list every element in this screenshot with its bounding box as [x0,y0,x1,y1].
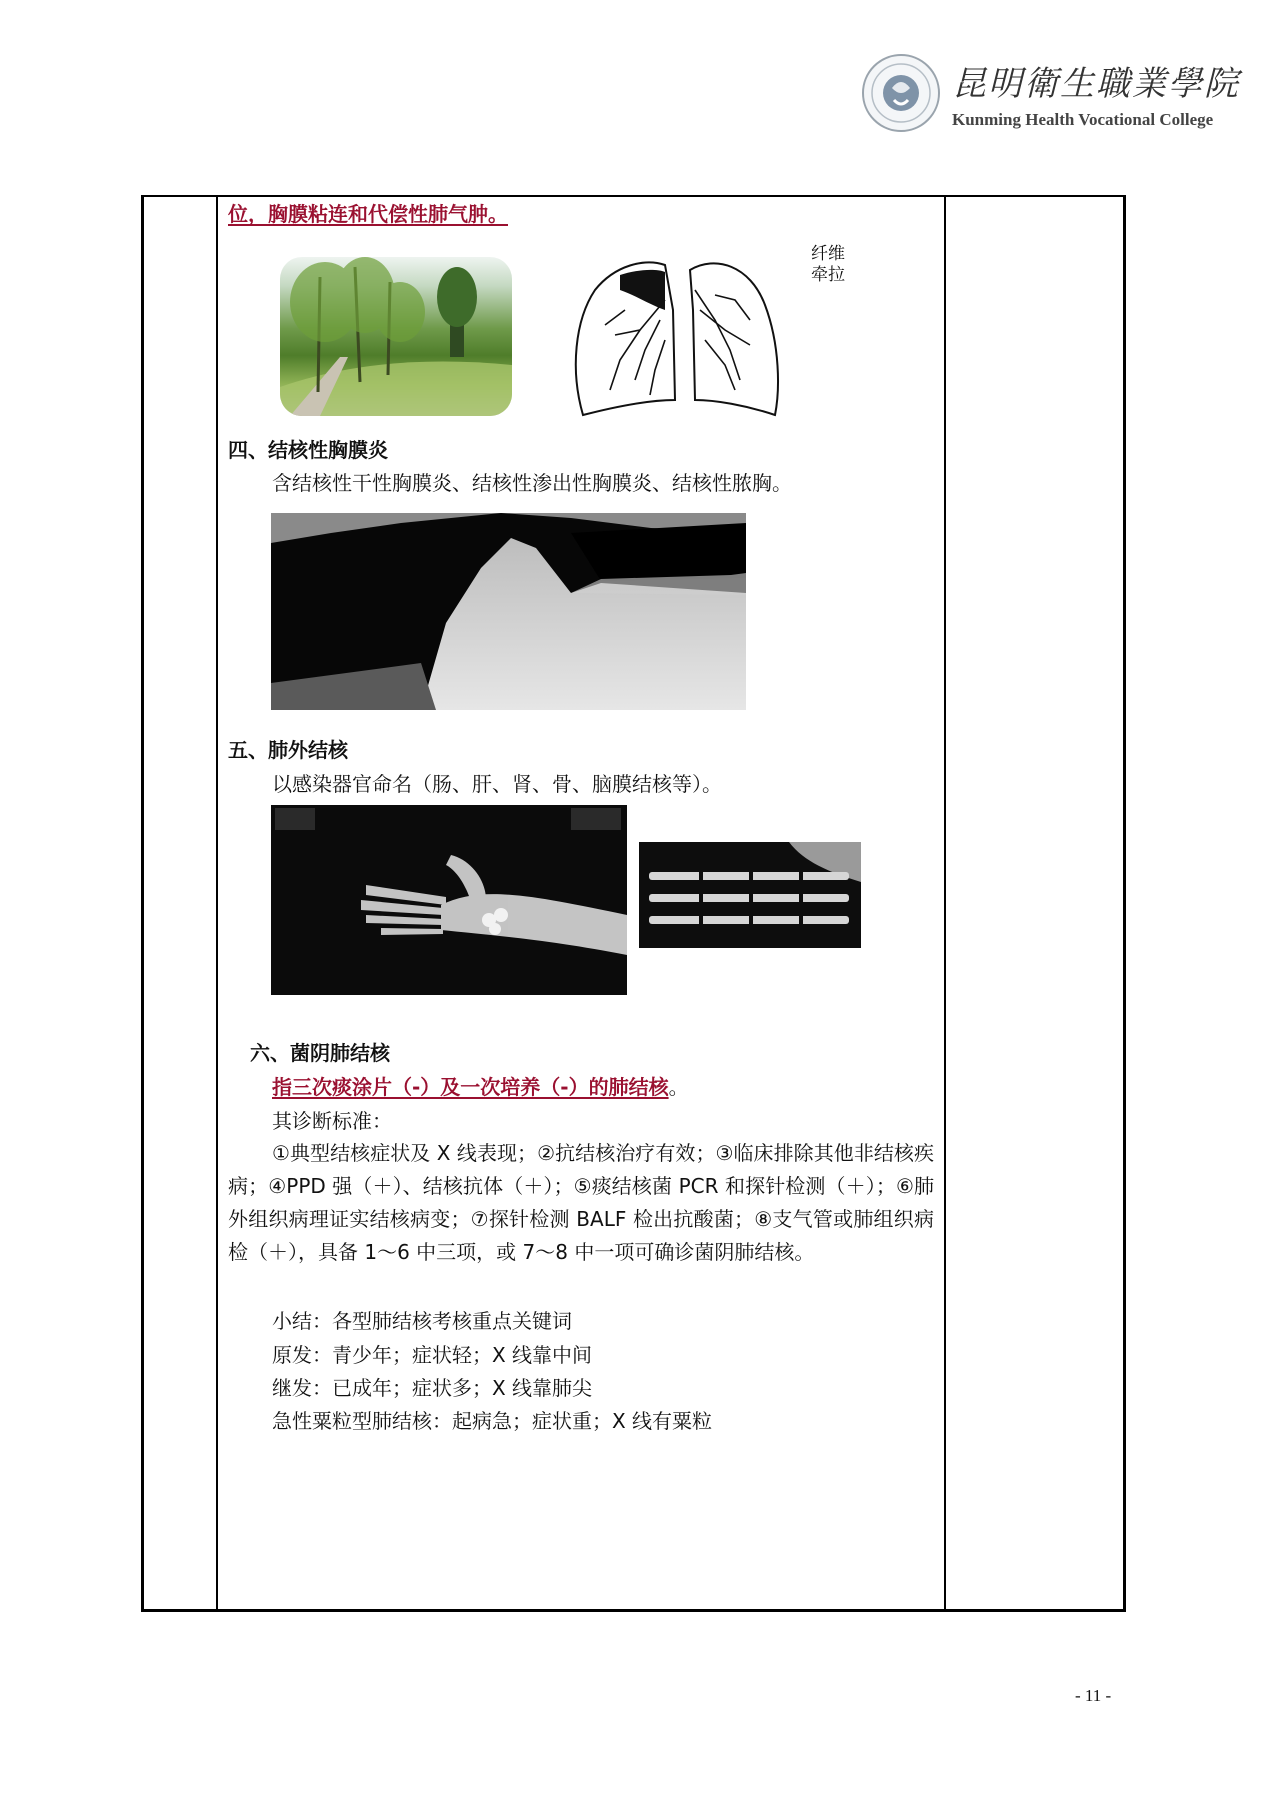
diagnostic-criteria-body: ①典型结核症状及 X 线表现；②抗结核治疗有效；③临床排除其他非结核疾病；④PPD 强（＋）、结核抗体（＋）；⑤痰结核菌 PCR 和探针检测（＋）；⑥肺外组织病理证实结核病变；⑦探针检测 BALF 检出抗酸菌；⑧支气管或肺组织病检（＋），具备 1～6 中三项，或 7～8 中一项可确诊菌阴肺结核。 [228,1141,934,1264]
table-column-divider [944,197,946,1609]
summary-miliary: 急性粟粒型肺结核：起病急；症状重；X 线有粟粒 [272,1409,713,1433]
smear-negative-definition-end: 。 [668,1075,689,1099]
college-name-english: Kunming Health Vocational College [952,110,1214,129]
smear-negative-definition [272,1074,689,1100]
section-heading-pleurisy: 四、结核性胸膜炎 [228,438,388,462]
chest-xray-image [271,513,746,710]
table-column-divider [216,197,218,1609]
pleurisy-description: 含结核性干性胸膜炎、结核性渗出性胸膜炎、结核性脓胸。 [272,471,792,495]
college-logo [860,48,1240,140]
lung-fibrosis-drawing [565,250,795,420]
diagnostic-criteria-title: 其诊断标准： [272,1109,392,1133]
summary-title: 小结：各型肺结核考核重点关键词 [272,1309,572,1333]
section-heading-extrapulmonary: 五、肺外结核 [228,738,348,762]
willow-landscape-photo [280,257,512,416]
section-heading-smear-negative: 六、菌阴肺结核 [250,1041,390,1065]
page-number: - 11 - [1075,1686,1112,1705]
continued-red-text: 位，胸膜粘连和代偿性肺气肿。 [228,202,508,226]
fibrosis-label-line1: 纤维 [811,244,845,264]
fibrosis-label-line2: 牵拉 [811,265,845,285]
hand-xray-image-1 [271,805,627,995]
smear-negative-definition-red: 指三次痰涂片（-）及一次培养（-）的肺结核 [272,1075,669,1099]
hand-xray-image-2 [639,842,861,948]
college-seal-icon [860,52,942,134]
extrapulmonary-description: 以感染器官命名（肠、肝、肾、骨、脑膜结核等）。 [272,772,722,796]
college-name-chinese: 昆明衛生職業學院 [952,64,1240,104]
summary-secondary: 继发：已成年；症状多；X 线靠肺尖 [272,1376,593,1400]
summary-primary: 原发：青少年；症状轻；X 线靠中间 [272,1343,593,1367]
